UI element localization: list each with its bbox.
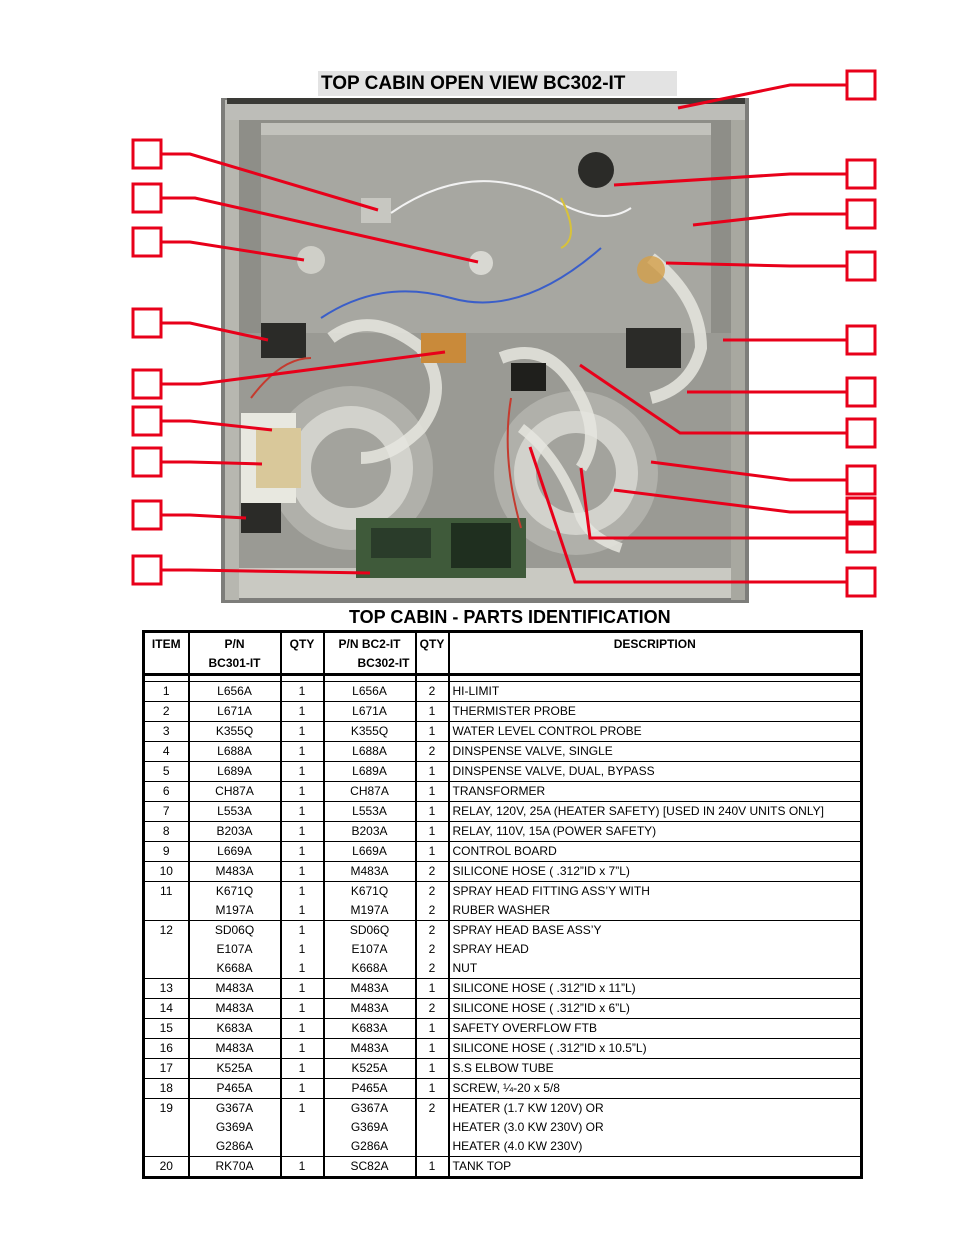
table-row xyxy=(144,722,862,742)
cell-pn-bc302-line: K683A xyxy=(351,1021,388,1035)
cell-pn-bc302-line: L669A xyxy=(352,844,387,858)
cell-item: 3 xyxy=(144,722,189,742)
cell-pn-bc301-line: K668A xyxy=(216,961,253,975)
callout-box xyxy=(133,370,161,398)
cell-qty-1 xyxy=(281,999,324,1019)
cell-qty-1 xyxy=(281,782,324,802)
cell-qty-1 xyxy=(281,802,324,822)
cell-pn-bc301 xyxy=(189,1019,281,1039)
table-row xyxy=(144,862,862,882)
cell-qty-1-line: 1 xyxy=(298,1101,306,1115)
table-row xyxy=(144,979,862,999)
table-row xyxy=(144,999,862,1019)
cell-pn-bc302-line: P465A xyxy=(351,1081,388,1095)
cell-qty-1-line: 1 xyxy=(298,1081,306,1095)
cell-description-line: SILICONE HOSE ( .312”ID x 11”L) xyxy=(452,981,636,995)
cell-pn-bc301 xyxy=(189,722,281,742)
callout-box xyxy=(847,378,875,406)
cell-pn-bc302-line: K671Q xyxy=(350,884,389,898)
cell-qty-1 xyxy=(281,1019,324,1039)
cell-pn-bc302-line: G367A xyxy=(350,1101,389,1115)
table-row xyxy=(144,921,862,979)
cell-qty-1 xyxy=(281,1039,324,1059)
cell-pn-bc301-line: M483A xyxy=(215,981,254,995)
callout-box xyxy=(133,309,161,337)
cell-qty-2 xyxy=(416,882,449,921)
table-row xyxy=(144,802,862,822)
cell-pn-bc301-line: P465A xyxy=(216,1081,253,1095)
cell-qty-1-line: 1 xyxy=(298,824,306,838)
cell-description xyxy=(449,1157,862,1178)
cell-description xyxy=(449,1099,862,1157)
cell-description xyxy=(449,979,862,999)
table-row xyxy=(144,1059,862,1079)
cell-item: 11 xyxy=(144,882,189,921)
cell-pn-bc301 xyxy=(189,1059,281,1079)
cell-pn-bc302 xyxy=(324,702,416,722)
cell-item: 19 xyxy=(144,1099,189,1157)
cell-qty-2 xyxy=(416,722,449,742)
cell-pn-bc302 xyxy=(324,1039,416,1059)
cell-pn-bc301-line: E107A xyxy=(216,942,253,956)
cell-pn-bc301 xyxy=(189,702,281,722)
cell-qty-2 xyxy=(416,1039,449,1059)
cell-qty-1 xyxy=(281,1079,324,1099)
cell-pn-bc302-line: L688A xyxy=(352,744,387,758)
cell-pn-bc302-line: L689A xyxy=(352,764,387,778)
cell-qty-1 xyxy=(281,722,324,742)
cell-qty-1-line: 1 xyxy=(298,981,306,995)
cell-pn-bc302-line: B203A xyxy=(351,824,388,838)
cell-description-line: SCREW, ¼-20 x 5/8 xyxy=(452,1081,560,1095)
callout-box xyxy=(847,200,875,228)
cell-qty-1-line: 1 xyxy=(298,884,306,898)
cell-pn-bc301-line: M483A xyxy=(215,864,254,878)
cell-description xyxy=(449,1039,862,1059)
table-row xyxy=(144,742,862,762)
cell-pn-bc302 xyxy=(324,1099,416,1157)
cell-description-line: SPRAY HEAD xyxy=(452,942,529,956)
callout-box xyxy=(133,140,161,168)
cell-pn-bc302-line: M483A xyxy=(350,864,389,878)
cell-description-line: RELAY, 110V, 15A (POWER SAFETY) xyxy=(452,824,657,838)
cell-description-line: HI-LIMIT xyxy=(452,684,500,698)
cell-item: 8 xyxy=(144,822,189,842)
cell-item: 18 xyxy=(144,1079,189,1099)
cell-pn-bc301-line: G369A xyxy=(215,1120,254,1134)
cell-qty-2-line: 1 xyxy=(428,1159,436,1173)
cell-qty-2 xyxy=(416,1059,449,1079)
cell-qty-1-line: 1 xyxy=(298,764,306,778)
cell-qty-1-line: 1 xyxy=(298,684,306,698)
cell-pn-bc301 xyxy=(189,1039,281,1059)
cell-pn-bc302-line: L656A xyxy=(352,684,387,698)
cell-description-line: HEATER (1.7 KW 120V) OR xyxy=(452,1101,604,1115)
cell-description xyxy=(449,722,862,742)
cell-item: 7 xyxy=(144,802,189,822)
cell-description-line: SPRAY HEAD BASE ASS’Y xyxy=(452,923,602,937)
cell-qty-1-line: 1 xyxy=(298,923,306,937)
cell-qty-2 xyxy=(416,1079,449,1099)
table-row xyxy=(144,1019,862,1039)
cell-pn-bc302 xyxy=(324,1079,416,1099)
cell-pn-bc301 xyxy=(189,782,281,802)
table-header-row xyxy=(144,632,862,675)
cell-pn-bc301 xyxy=(189,1157,281,1178)
callout-box xyxy=(133,556,161,584)
cell-item: 4 xyxy=(144,742,189,762)
cell-description-line: HEATER (4.0 KW 230V) xyxy=(452,1139,583,1153)
callout-box xyxy=(133,448,161,476)
cell-pn-bc301-line: L656A xyxy=(217,684,252,698)
cell-qty-2-line: 2 xyxy=(428,942,436,956)
cell-pn-bc301 xyxy=(189,999,281,1019)
cell-pn-bc301-line: L689A xyxy=(217,764,252,778)
cell-pn-bc301 xyxy=(189,822,281,842)
cell-qty-1 xyxy=(281,822,324,842)
cell-qty-1-line: 1 xyxy=(298,704,306,718)
cell-pn-bc301-line: M483A xyxy=(215,1041,254,1055)
table-row xyxy=(144,1099,862,1157)
cell-pn-bc301-line: G286A xyxy=(215,1139,254,1153)
cell-qty-1-line: 1 xyxy=(298,1041,306,1055)
cell-qty-1-line: 1 xyxy=(298,1001,306,1015)
cell-qty-1-line: 1 xyxy=(298,784,306,798)
table-row xyxy=(144,842,862,862)
cell-item: 9 xyxy=(144,842,189,862)
cell-qty-2-line: 1 xyxy=(428,784,436,798)
cell-pn-bc302-line: L553A xyxy=(352,804,387,818)
cell-pn-bc301-line: L669A xyxy=(217,844,252,858)
cell-pn-bc302 xyxy=(324,842,416,862)
cell-description-line: SPRAY HEAD FITTING ASS’Y WITH xyxy=(452,884,650,898)
cell-pn-bc301-line: M197A xyxy=(215,903,254,917)
cell-pn-bc302 xyxy=(324,862,416,882)
parts-table-body xyxy=(144,675,862,1178)
callout-box xyxy=(847,419,875,447)
cell-qty-1-line: 1 xyxy=(298,1159,306,1173)
cell-qty-1 xyxy=(281,742,324,762)
cell-pn-bc302 xyxy=(324,1157,416,1178)
table-row xyxy=(144,1079,862,1099)
view-title: TOP CABIN OPEN VIEW BC302-IT xyxy=(318,71,677,96)
cell-pn-bc302-line: G369A xyxy=(350,1120,389,1134)
cell-qty-2-line: 2 xyxy=(428,903,436,917)
cell-qty-1-line: 1 xyxy=(298,961,306,975)
cell-qty-2-line: 1 xyxy=(428,804,436,818)
cell-pn-bc301-line: M483A xyxy=(215,1001,254,1015)
cell-item: 6 xyxy=(144,782,189,802)
cell-qty-1-line: 1 xyxy=(298,864,306,878)
cell-pn-bc302 xyxy=(324,782,416,802)
callout-box xyxy=(133,228,161,256)
cell-qty-1-line: 1 xyxy=(298,1061,306,1075)
cell-description xyxy=(449,882,862,921)
cell-pn-bc301 xyxy=(189,742,281,762)
cell-qty-2 xyxy=(416,742,449,762)
cell-description xyxy=(449,921,862,979)
cell-qty-1 xyxy=(281,862,324,882)
header-item: ITEM xyxy=(144,632,189,675)
cell-description xyxy=(449,862,862,882)
cell-description-line: NUT xyxy=(452,961,478,975)
cell-qty-2-line: 2 xyxy=(428,864,436,878)
cell-qty-2-line: 2 xyxy=(428,684,436,698)
header-qty-1: QTY xyxy=(281,632,324,675)
cell-qty-2-line: 1 xyxy=(428,764,436,778)
cell-qty-2-line: 1 xyxy=(428,1021,436,1035)
cell-description-line: RELAY, 120V, 25A (HEATER SAFETY) [USED IN 240V UNITS ONLY] xyxy=(452,804,824,818)
cell-description xyxy=(449,1019,862,1039)
cell-qty-2-line: 1 xyxy=(428,1041,436,1055)
cell-pn-bc301-line: B203A xyxy=(216,824,253,838)
cell-qty-1 xyxy=(281,1059,324,1079)
cell-pn-bc302 xyxy=(324,1019,416,1039)
cell-pn-bc301 xyxy=(189,802,281,822)
cell-pn-bc302-line: K355Q xyxy=(350,724,389,738)
cell-qty-2-line: 2 xyxy=(428,1101,436,1115)
cell-qty-2 xyxy=(416,822,449,842)
cell-description-line: TANK TOP xyxy=(452,1159,512,1173)
cell-qty-1-line: 1 xyxy=(298,724,306,738)
cell-qty-1 xyxy=(281,682,324,702)
cell-pn-bc302-line: SC82A xyxy=(350,1159,389,1173)
table-row xyxy=(144,1157,862,1178)
header-pn-bc302: P/N BC2-IT BC302-IT xyxy=(324,632,416,675)
cell-description xyxy=(449,999,862,1019)
cell-qty-2 xyxy=(416,802,449,822)
cell-description xyxy=(449,822,862,842)
cell-pn-bc301-line: RK70A xyxy=(215,1159,254,1173)
cell-description xyxy=(449,1079,862,1099)
cell-description xyxy=(449,1059,862,1079)
cell-qty-2-line: 1 xyxy=(428,1061,436,1075)
cell-qty-1-line: 1 xyxy=(298,744,306,758)
callout-box xyxy=(133,501,161,529)
cell-description xyxy=(449,742,862,762)
cell-description xyxy=(449,802,862,822)
callout-box xyxy=(847,568,875,596)
table-row xyxy=(144,822,862,842)
cell-qty-2 xyxy=(416,1157,449,1178)
table-row xyxy=(144,682,862,702)
cell-description-line: S.S ELBOW TUBE xyxy=(452,1061,554,1075)
cell-pn-bc302 xyxy=(324,822,416,842)
cell-description-line: SAFETY OVERFLOW FTB xyxy=(452,1021,597,1035)
cell-pn-bc301 xyxy=(189,1099,281,1157)
cell-qty-2-line: 2 xyxy=(428,1001,436,1015)
callout-box xyxy=(847,71,875,99)
cell-pn-bc302-line: M483A xyxy=(350,1001,389,1015)
cell-item: 17 xyxy=(144,1059,189,1079)
cell-qty-2 xyxy=(416,999,449,1019)
cell-qty-1 xyxy=(281,1157,324,1178)
cell-qty-2-line: 1 xyxy=(428,724,436,738)
header-qty-2: QTY xyxy=(416,632,449,675)
table-row xyxy=(144,782,862,802)
cell-pn-bc301-line: K683A xyxy=(216,1021,253,1035)
cell-pn-bc301 xyxy=(189,682,281,702)
cell-item: 14 xyxy=(144,999,189,1019)
callout-box xyxy=(847,498,875,522)
cell-pn-bc301 xyxy=(189,921,281,979)
cell-pn-bc302-line: K668A xyxy=(351,961,388,975)
cell-qty-2-line: 1 xyxy=(428,844,436,858)
cell-pn-bc301-line: K671Q xyxy=(215,884,254,898)
cell-pn-bc302-line: L671A xyxy=(352,704,387,718)
cell-pn-bc302 xyxy=(324,979,416,999)
cell-qty-1 xyxy=(281,762,324,782)
cell-item: 2 xyxy=(144,702,189,722)
cell-item: 15 xyxy=(144,1019,189,1039)
cell-qty-1 xyxy=(281,1099,324,1157)
cell-pn-bc302 xyxy=(324,999,416,1019)
cell-item: 1 xyxy=(144,682,189,702)
cell-qty-2-line: 1 xyxy=(428,981,436,995)
cell-pn-bc302 xyxy=(324,682,416,702)
cell-pn-bc301 xyxy=(189,882,281,921)
cell-qty-2 xyxy=(416,682,449,702)
cell-qty-1 xyxy=(281,882,324,921)
cell-description-line: SILICONE HOSE ( .312”ID x 7”L) xyxy=(452,864,630,878)
cell-pn-bc301-line: L688A xyxy=(217,744,252,758)
cell-pn-bc301-line: G367A xyxy=(215,1101,254,1115)
cell-pn-bc301-line: CH87A xyxy=(215,784,254,798)
cell-pn-bc301-line: K525A xyxy=(216,1061,253,1075)
cell-pn-bc301 xyxy=(189,862,281,882)
cell-pn-bc301-line: L671A xyxy=(217,704,252,718)
callout-box xyxy=(133,407,161,435)
cell-item: 10 xyxy=(144,862,189,882)
cell-pn-bc301-line: K355Q xyxy=(215,724,254,738)
cell-qty-2 xyxy=(416,1099,449,1157)
cell-qty-2 xyxy=(416,979,449,999)
cell-pn-bc301-line: L553A xyxy=(217,804,252,818)
cell-item: 20 xyxy=(144,1157,189,1178)
callout-box xyxy=(847,252,875,280)
cell-description-line: TRANSFORMER xyxy=(452,784,546,798)
cell-qty-2 xyxy=(416,762,449,782)
cell-qty-2 xyxy=(416,782,449,802)
cell-description-line: HEATER (3.0 KW 230V) OR xyxy=(452,1120,604,1134)
cell-pn-bc302-line: M483A xyxy=(350,981,389,995)
cell-description xyxy=(449,762,862,782)
cell-pn-bc302-line: M483A xyxy=(350,1041,389,1055)
cell-qty-2-line: 1 xyxy=(428,704,436,718)
cell-pn-bc301-line: SD06Q xyxy=(214,923,255,937)
cell-description-line: SILICONE HOSE ( .312”ID x 6”L) xyxy=(452,1001,630,1015)
callout-box xyxy=(847,326,875,354)
parts-table xyxy=(142,630,863,1179)
cell-qty-1-line: 1 xyxy=(298,1021,306,1035)
cell-item: 5 xyxy=(144,762,189,782)
cell-description xyxy=(449,682,862,702)
cell-pn-bc302-line: M197A xyxy=(350,903,389,917)
cell-pn-bc301 xyxy=(189,762,281,782)
header-description: DESCRIPTION xyxy=(449,632,862,675)
cell-qty-1 xyxy=(281,921,324,979)
cell-item: 16 xyxy=(144,1039,189,1059)
cell-qty-2 xyxy=(416,862,449,882)
table-row xyxy=(144,762,862,782)
cell-pn-bc302-line: K525A xyxy=(351,1061,388,1075)
cell-pn-bc302-line: E107A xyxy=(351,942,388,956)
cell-pn-bc302 xyxy=(324,722,416,742)
cell-description xyxy=(449,782,862,802)
cell-pn-bc302-line: CH87A xyxy=(350,784,389,798)
cell-item: 12 xyxy=(144,921,189,979)
cell-qty-2-line: 2 xyxy=(428,961,436,975)
cabin-photo xyxy=(221,98,749,603)
cell-pn-bc302 xyxy=(324,802,416,822)
cell-qty-1-line: 1 xyxy=(298,942,306,956)
cell-qty-2 xyxy=(416,1019,449,1039)
cell-qty-2-line: 1 xyxy=(428,1081,436,1095)
cell-description-line: DINSPENSE VALVE, SINGLE xyxy=(452,744,613,758)
cell-qty-2 xyxy=(416,921,449,979)
cell-pn-bc302 xyxy=(324,882,416,921)
cell-description-line: WATER LEVEL CONTROL PROBE xyxy=(452,724,642,738)
cell-description-line: SILICONE HOSE ( .312”ID x 10.5”L) xyxy=(452,1041,647,1055)
cell-pn-bc302-line: SD06Q xyxy=(349,923,390,937)
callout-box xyxy=(847,466,875,494)
callout-box xyxy=(847,160,875,188)
table-title: TOP CABIN - PARTS IDENTIFICATION xyxy=(349,607,671,627)
cell-qty-1 xyxy=(281,842,324,862)
callout-box xyxy=(133,184,161,212)
cell-qty-2-line: 1 xyxy=(428,824,436,838)
cell-description-line: THERMISTER PROBE xyxy=(452,704,576,718)
table-row xyxy=(144,882,862,921)
cell-pn-bc302 xyxy=(324,762,416,782)
cell-qty-1 xyxy=(281,979,324,999)
cell-qty-2-line: 2 xyxy=(428,923,436,937)
cell-description-line: DINSPENSE VALVE, DUAL, BYPASS xyxy=(452,764,655,778)
cell-qty-2-line: 2 xyxy=(428,884,436,898)
cell-pn-bc302 xyxy=(324,921,416,979)
table-row xyxy=(144,702,862,722)
cell-description xyxy=(449,842,862,862)
cell-description xyxy=(449,702,862,722)
cell-qty-2-line: 2 xyxy=(428,744,436,758)
cell-qty-1-line: 1 xyxy=(298,903,306,917)
table-row xyxy=(144,1039,862,1059)
cell-description-line: RUBER WASHER xyxy=(452,903,551,917)
header-pn-bc301: P/N BC301-IT xyxy=(189,632,281,675)
cell-pn-bc301 xyxy=(189,1079,281,1099)
callout-box xyxy=(847,524,875,552)
cell-pn-bc302 xyxy=(324,1059,416,1079)
cell-pn-bc301 xyxy=(189,979,281,999)
cell-pn-bc302 xyxy=(324,742,416,762)
cell-qty-2 xyxy=(416,702,449,722)
cell-qty-1-line: 1 xyxy=(298,804,306,818)
cell-pn-bc302-line: G286A xyxy=(350,1139,389,1153)
cell-qty-2 xyxy=(416,842,449,862)
cell-qty-1 xyxy=(281,702,324,722)
cell-item: 13 xyxy=(144,979,189,999)
cell-description-line: CONTROL BOARD xyxy=(452,844,557,858)
cell-qty-1-line: 1 xyxy=(298,844,306,858)
cell-pn-bc301 xyxy=(189,842,281,862)
